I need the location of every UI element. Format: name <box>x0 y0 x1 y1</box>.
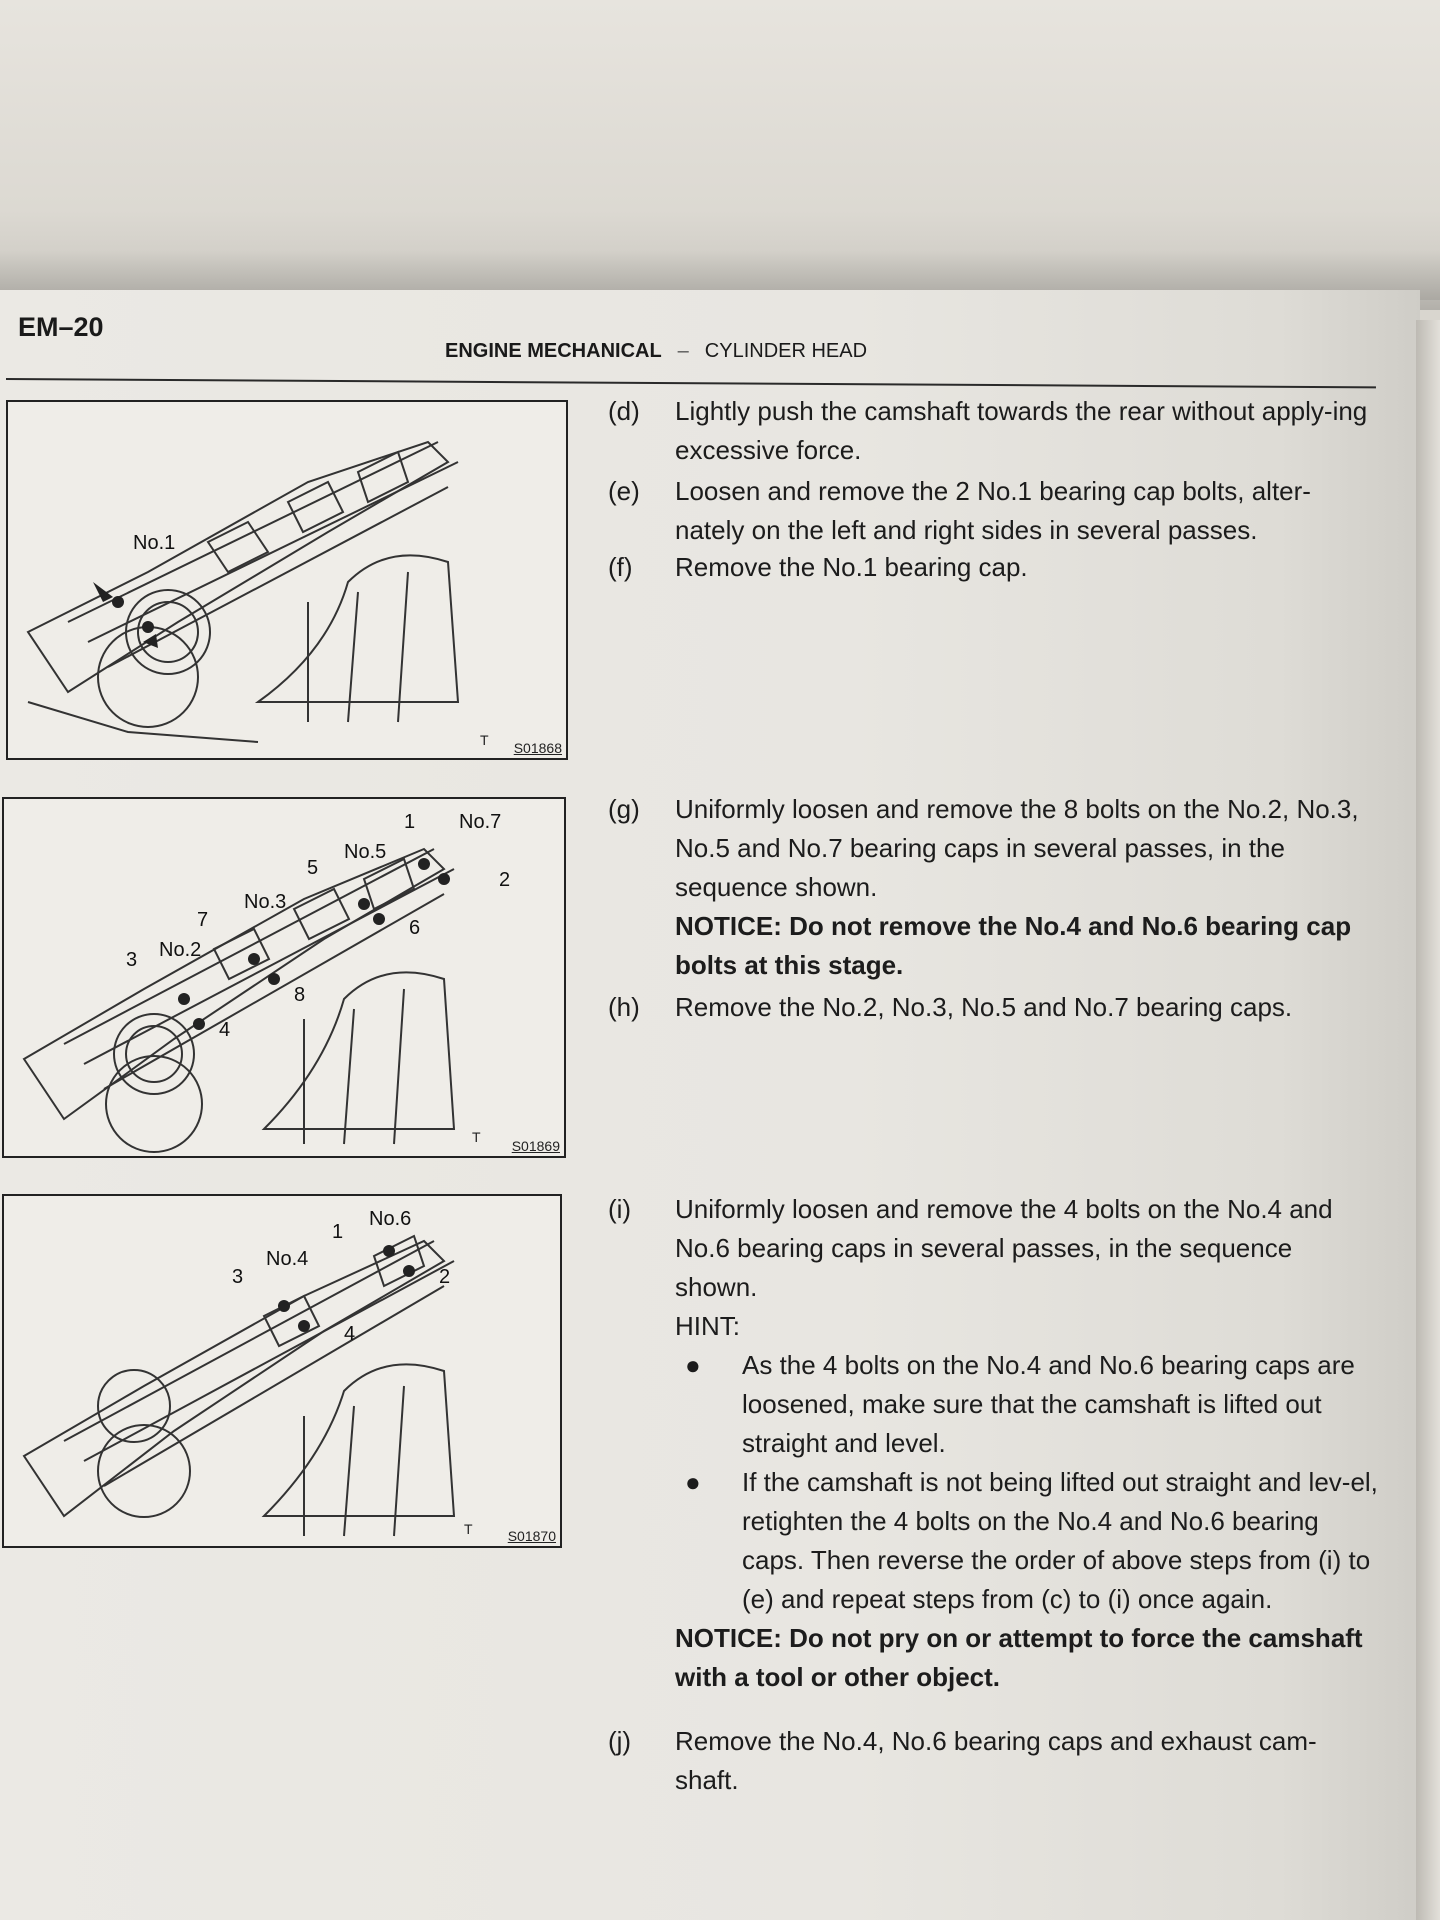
step-text: Lightly push the camshaft towards the rear without apply-ing excessive force. <box>675 396 1368 465</box>
header-subsection: CYLINDER HEAD <box>704 340 868 362</box>
page-edge <box>1416 320 1440 1920</box>
step-notice: NOTICE: Do not remove the No.4 and No.6 bearing cap bolts at this stage. <box>675 911 1352 980</box>
step-text: Loosen and remove the 2 No.1 bearing cap bolts, alter-nately on the left and right sides in several passes. <box>675 476 1311 545</box>
label-no2: No.2 <box>159 939 202 961</box>
hint-list <box>675 1346 1378 1619</box>
step-text: Remove the No.2, No.3, No.5 and No.7 bearing caps. <box>675 992 1293 1022</box>
seq-2: 2 <box>439 1266 451 1288</box>
step-g <box>608 790 1378 985</box>
figure-bearing-cap-sequence <box>2 797 566 1158</box>
figure-tmark: T <box>464 1521 473 1537</box>
hint-label: HINT: <box>675 1311 740 1341</box>
step-letter: (j) <box>608 1726 632 1756</box>
step-i <box>608 1190 1378 1697</box>
figure-code: S01869 <box>511 1138 560 1154</box>
label-no3: No.3 <box>244 891 287 913</box>
figure-no1-bearing-cap <box>6 400 568 760</box>
step-letter: (f) <box>608 552 633 582</box>
page-header <box>445 340 867 363</box>
step-letter: (g) <box>608 794 640 824</box>
step-text: Remove the No.4, No.6 bearing caps and exhaust cam-shaft. <box>675 1726 1317 1795</box>
hint-item <box>675 1346 1378 1463</box>
bullet-icon: ● <box>685 1467 701 1497</box>
label-no7: No.7 <box>459 811 502 833</box>
seq-3: 3 <box>126 949 138 971</box>
seq-1: 1 <box>404 811 416 833</box>
label-no5: No.5 <box>344 841 387 863</box>
figure-label: No.1 <box>133 532 176 554</box>
step-text: Uniformly loosen and remove the 8 bolts on the No.2, No.3, No.5 and No.7 bearing caps in several passes, in the sequence shown. <box>675 794 1359 902</box>
step-j <box>608 1722 1378 1800</box>
step-letter: (i) <box>608 1194 632 1224</box>
seq-6: 6 <box>409 917 421 939</box>
step-notice: NOTICE: Do not pry on or attempt to force the camshaft with a tool or other object. <box>675 1623 1363 1692</box>
step-text: Uniformly loosen and remove the 4 bolts on the No.4 and No.6 bearing caps in several passes, in the sequence shown. <box>675 1194 1333 1302</box>
step-f <box>608 548 1378 587</box>
figure-code: S01868 <box>513 740 562 756</box>
seq-4: 4 <box>344 1323 356 1345</box>
seq-7: 7 <box>197 909 209 931</box>
hint-text: As the 4 bolts on the No.4 and No.6 bearing caps are loosened, make sure that the camshaft is lifted out straight and level. <box>742 1350 1355 1458</box>
seq-4: 4 <box>219 1019 231 1041</box>
figure-tmark: T <box>472 1129 481 1145</box>
header-section: ENGINE MECHANICAL <box>445 340 662 362</box>
step-letter: (h) <box>608 992 640 1022</box>
hint-item <box>675 1463 1378 1619</box>
page-number: EM–20 <box>18 312 104 342</box>
label-no4: No.4 <box>266 1248 309 1270</box>
bullet-icon: ● <box>685 1350 701 1380</box>
label-no6: No.6 <box>369 1208 412 1230</box>
figure-no4-no6-caps <box>2 1194 562 1548</box>
seq-8: 8 <box>294 984 306 1006</box>
engine-drawing-2 <box>4 799 564 1156</box>
seq-2: 2 <box>499 869 511 891</box>
hint-text: If the camshaft is not being lifted out straight and lev-el, retighten the 4 bolts on the No.4 and No.6 bearing caps. Then reverse the order of above steps from (i) to (e) and repeat steps from (c) to (i) once again. <box>742 1467 1378 1614</box>
step-letter: (d) <box>608 396 640 426</box>
figure-code: S01870 <box>507 1528 556 1544</box>
step-d <box>608 392 1378 470</box>
seq-5: 5 <box>307 857 319 879</box>
step-h <box>608 988 1378 1027</box>
step-e <box>608 472 1378 550</box>
step-letter: (e) <box>608 476 640 506</box>
seq-1: 1 <box>332 1221 344 1243</box>
engine-drawing-1 <box>8 402 566 758</box>
step-text: Remove the No.1 bearing cap. <box>675 552 1028 582</box>
seq-3: 3 <box>232 1266 244 1288</box>
header-separator: – <box>677 340 689 362</box>
figure-tmark: T <box>480 732 489 748</box>
